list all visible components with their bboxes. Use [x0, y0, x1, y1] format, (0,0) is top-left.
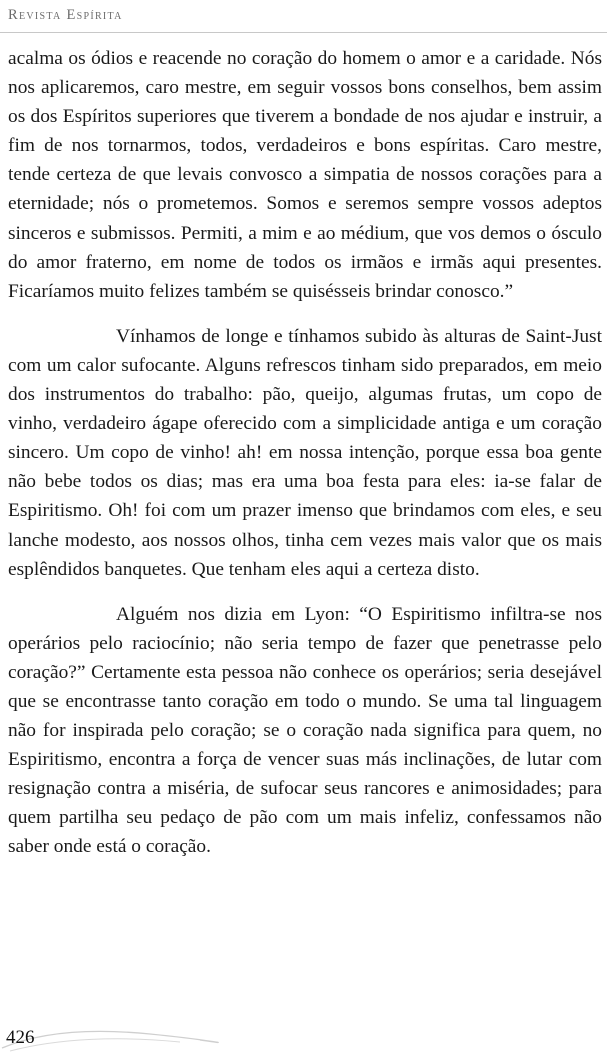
running-head: Revista Espírita	[8, 7, 123, 23]
header-rule	[0, 32, 607, 33]
paragraph-continuation: acalma os ódios e reacende no coração do homem o amor e a caridade. Nós nos aplicaremos, caro mestre, em seguir vossos bons conselhos, bem assim os dos Espíritos superiores que tiverem a bondade de nos ajudar e instruir, a fim de nos tornarmos, todos, verdadeiros e bons espíritas. Caro mestre, tende certeza de que levais convosco a simpatia de nossos corações para a eternidade; nós o prometemos. Somos e seremos sempre vossos adeptos sinceros e submissos. Permiti, a mim e ao médium, que vos demos o ósculo do amor fraterno, em nome de todos os irmãos e irmãs aqui presentes. Ficaríamos muito felizes também se quisésseis brindar conosco.”	[8, 48, 602, 302]
page-ornament-swirl	[0, 1020, 260, 1054]
paragraph-saint-just: Vínhamos de longe e tínhamos subido às alturas de Saint-Just com um calor sufocante. Alguns refrescos tinham sido preparados, em meio dos instrumentos do trabalho: pão, queijo, algumas frutas, um copo de vinho, verdadeiro ágape oferecido com a simplicidade antiga e um coração sincero. Um copo de vinho! ah! em nossa intenção, porque essa boa gente não bebe todos os dias; mas era uma boa festa para eles: ia-se falar de Espiritismo. Oh! foi com um prazer imenso que brindamos com eles, e seu lanche modesto, aos nossos olhos, tinha cem vezes mais valor que os mais esplêndidos banquetes. Que tenham eles aqui a certeza disto.	[8, 325, 602, 580]
body-text	[8, 44, 602, 862]
paragraph-lyon: Alguém nos dizia em Lyon: “O Espiritismo infiltra-se nos operários pelo raciocínio; não seria tempo de fazer que penetrasse pelo coração?” Certamente esta pessoa não conhece os operários; seria desejável que se encontrasse tanto coração em todo o mundo. Se uma tal linguagem não for inspirada pelo coração; se o coração nada significa para quem, no Espiritismo, encontra a força de vencer suas más inclinações, de lutar com resignação contra a miséria, de sufocar seus rancores e animosidades; para quem partilha seu pedaço de pão com um mais infeliz, confessamos não saber onde está o coração.	[8, 603, 602, 858]
page-number: 426	[6, 1027, 35, 1048]
